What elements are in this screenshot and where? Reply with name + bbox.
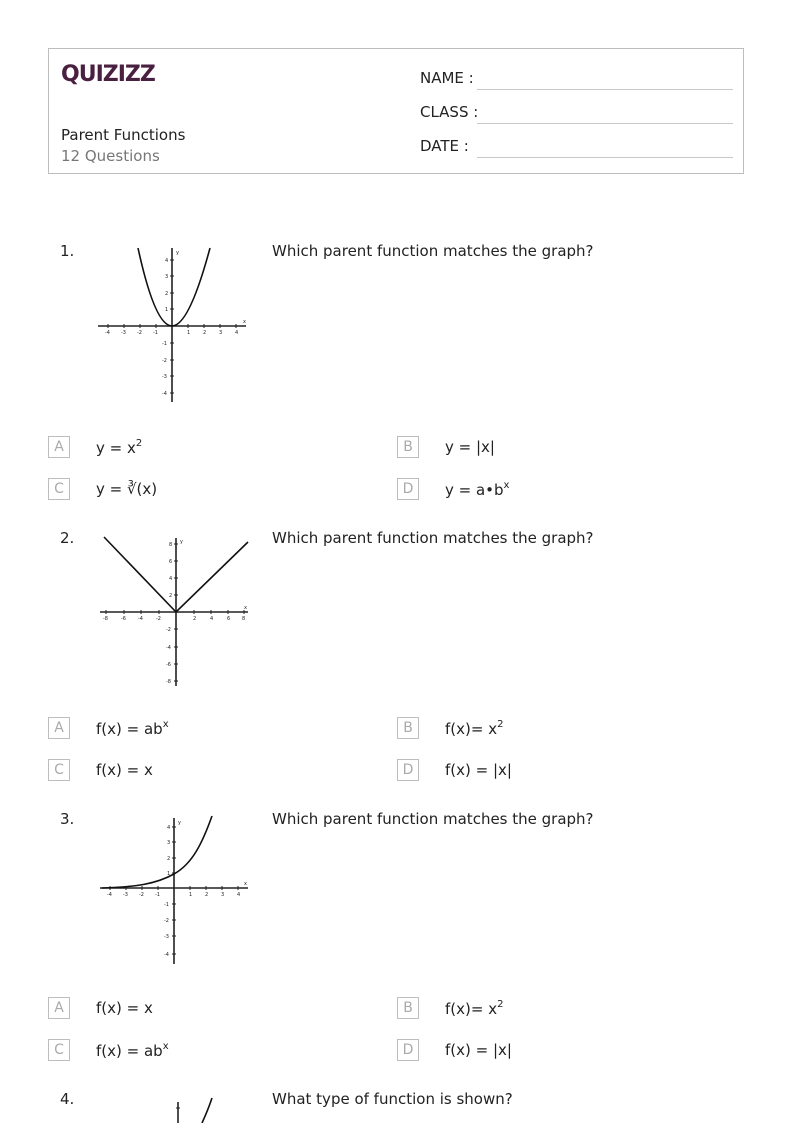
svg-text:4: 4 <box>235 330 239 336</box>
question-4-number: 4. <box>60 1090 75 1108</box>
q3-option-a-text[interactable]: f(x) = x <box>96 999 153 1017</box>
q2-option-d-box[interactable]: D <box>397 759 419 781</box>
date-line[interactable] <box>477 157 733 158</box>
svg-text:4: 4 <box>167 825 171 831</box>
question-2-number: 2. <box>60 529 75 547</box>
function-curve <box>202 1098 212 1123</box>
svg-text:4: 4 <box>169 576 173 582</box>
svg-text:3: 3 <box>221 892 225 898</box>
svg-text:-2: -2 <box>137 330 142 336</box>
svg-text:-1: -1 <box>162 341 167 347</box>
question-count: 12 Questions <box>61 147 160 165</box>
q3-option-c-text[interactable]: $f(x) = ab^x$ <box>96 1041 169 1060</box>
svg-text:-2: -2 <box>139 892 144 898</box>
q2-option-b-text[interactable]: $f(x)= x^2$ <box>445 719 504 738</box>
q1-option-a-text[interactable]: $y = x^2$ <box>96 438 143 457</box>
svg-text:2: 2 <box>167 856 171 862</box>
question-2-graph <box>96 534 252 690</box>
svg-text:-4: -4 <box>162 391 167 397</box>
svg-text:-3: -3 <box>162 374 167 380</box>
svg-text:-1: -1 <box>164 902 169 908</box>
q1-option-c-box[interactable]: C <box>48 478 70 500</box>
q1-option-b-box[interactable]: B <box>397 436 419 458</box>
x-axis-label: x <box>243 319 246 325</box>
question-3-number: 3. <box>60 810 75 828</box>
svg-text:-4: -4 <box>105 330 110 336</box>
x-axis-label: x <box>244 881 247 887</box>
question-2-text: Which parent function matches the graph? <box>272 529 594 547</box>
y-tick-labels <box>164 825 170 958</box>
q1-option-d-box[interactable]: D <box>397 478 419 500</box>
q3-option-d-box[interactable]: D <box>397 1039 419 1061</box>
y-tick-labels <box>162 258 168 397</box>
svg-text:2: 2 <box>165 291 169 297</box>
q3-option-a-box[interactable]: A <box>48 997 70 1019</box>
q2-option-a-text[interactable]: $f(x) = ab^x$ <box>96 719 169 738</box>
svg-text:8: 8 <box>169 542 173 548</box>
svg-text:1: 1 <box>165 307 169 313</box>
svg-text:-4: -4 <box>107 892 112 898</box>
svg-text:1: 1 <box>189 892 193 898</box>
svg-text:-4: -4 <box>166 645 171 651</box>
y-tick-labels <box>166 542 172 685</box>
q1-option-c-text[interactable]: y = ∛(x) <box>96 480 158 498</box>
worksheet-title: Parent Functions <box>61 126 186 144</box>
svg-text:-3: -3 <box>123 892 128 898</box>
svg-text:-8: -8 <box>103 616 108 622</box>
q2-option-d-text[interactable]: f(x) = |x| <box>445 761 512 779</box>
question-3-graph <box>96 814 252 968</box>
q1-option-b-text[interactable]: y = |x| <box>445 438 495 456</box>
svg-text:-3: -3 <box>121 330 126 336</box>
q2-option-c-box[interactable]: C <box>48 759 70 781</box>
svg-text:1: 1 <box>167 871 171 877</box>
x-tick-labels <box>103 616 245 622</box>
svg-text:3: 3 <box>219 330 223 336</box>
svg-text:-1: -1 <box>153 330 158 336</box>
question-1-graph <box>96 246 252 412</box>
svg-text:-3: -3 <box>164 934 169 940</box>
svg-text:-1: -1 <box>155 892 160 898</box>
q2-option-b-box[interactable]: B <box>397 717 419 739</box>
q1-option-d-text[interactable]: $y = a•b^x$ <box>445 480 510 499</box>
svg-text:-4: -4 <box>164 952 169 958</box>
svg-text:3: 3 <box>167 840 171 846</box>
q2-option-c-text[interactable]: f(x) = x <box>96 761 153 779</box>
date-label: DATE : <box>420 137 469 155</box>
svg-text:4: 4 <box>210 616 214 622</box>
svg-text:-6: -6 <box>166 662 171 668</box>
question-1-number: 1. <box>60 242 75 260</box>
x-axis-label: x <box>244 605 247 611</box>
svg-text:4: 4 <box>165 258 169 264</box>
svg-text:8: 8 <box>242 616 246 622</box>
svg-text:1: 1 <box>187 330 191 336</box>
question-1-text: Which parent function matches the graph? <box>272 242 594 260</box>
question-4-graph <box>96 1096 252 1123</box>
name-label: NAME : <box>420 69 474 87</box>
svg-text:4: 4 <box>237 892 241 898</box>
svg-text:QUIZIZZ: QUIZIZZ <box>61 62 155 87</box>
svg-text:-4: -4 <box>138 616 143 622</box>
name-line[interactable] <box>477 89 733 90</box>
q3-option-c-box[interactable]: C <box>48 1039 70 1061</box>
svg-text:-2: -2 <box>164 918 169 924</box>
y-axis-label: y <box>178 820 181 826</box>
q3-option-b-text[interactable]: $f(x)= x^2$ <box>445 999 504 1018</box>
svg-text:2: 2 <box>203 330 207 336</box>
svg-text:-2: -2 <box>166 627 171 633</box>
svg-text:6: 6 <box>227 616 231 622</box>
class-line[interactable] <box>477 123 733 124</box>
y-axis-label: y <box>176 250 179 256</box>
svg-text:2: 2 <box>205 892 209 898</box>
class-label: CLASS : <box>420 103 479 121</box>
svg-text:2: 2 <box>193 616 197 622</box>
svg-text:-2: -2 <box>156 616 161 622</box>
q3-option-d-text[interactable]: f(x) = |x| <box>445 1041 512 1059</box>
y-axis-label: y <box>180 539 183 545</box>
q3-option-b-box[interactable]: B <box>397 997 419 1019</box>
svg-text:3: 3 <box>165 274 169 280</box>
question-3-text: Which parent function matches the graph? <box>272 810 594 828</box>
svg-text:-6: -6 <box>121 616 126 622</box>
svg-text:-8: -8 <box>166 679 171 685</box>
svg-text:-2: -2 <box>162 358 167 364</box>
svg-text:6: 6 <box>169 559 173 565</box>
q1-option-a-box[interactable]: A <box>48 436 70 458</box>
q2-option-a-box[interactable]: A <box>48 717 70 739</box>
worksheet-header <box>48 48 744 174</box>
question-4-text: What type of function is shown? <box>272 1090 513 1108</box>
quizizz-logo <box>61 59 161 89</box>
exponential-curve <box>102 816 212 888</box>
svg-text:2: 2 <box>169 593 173 599</box>
